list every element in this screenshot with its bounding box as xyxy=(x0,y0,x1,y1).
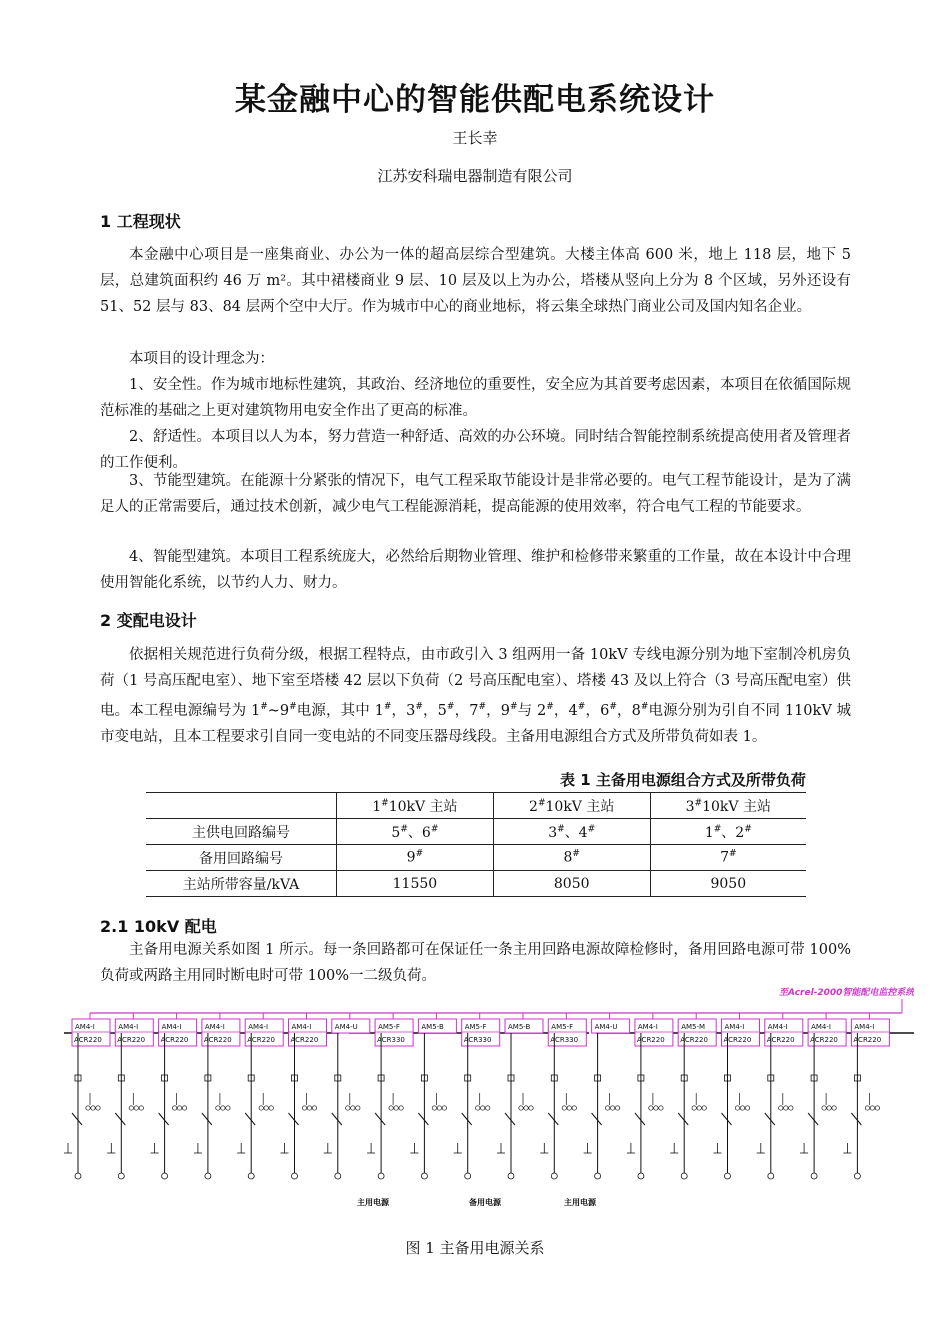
switch-symbol xyxy=(72,1113,82,1125)
ct-symbol xyxy=(351,1106,355,1110)
ct-symbol xyxy=(134,1106,138,1110)
affiliation: 江苏安科瑞电器制造有限公司 xyxy=(377,167,573,185)
ct-symbol xyxy=(226,1106,230,1110)
cable-terminal xyxy=(421,1173,427,1179)
meter-model-label: ACR220 xyxy=(766,1036,795,1044)
cable-terminal xyxy=(465,1173,471,1179)
table-row xyxy=(146,845,806,871)
meter-model-label: AM5-F xyxy=(464,1023,487,1031)
switch-symbol xyxy=(505,1113,515,1125)
cable-terminal xyxy=(248,1173,254,1179)
source-label: 主用电源 xyxy=(564,1198,596,1207)
meter-model-label: AM5-B xyxy=(421,1023,444,1031)
cable-terminal xyxy=(508,1173,514,1179)
ct-symbol xyxy=(865,1106,869,1110)
switch-symbol xyxy=(765,1113,775,1125)
meter-model-label: ACR220 xyxy=(810,1036,838,1044)
ct-symbol xyxy=(264,1106,268,1110)
cable-terminal xyxy=(162,1173,168,1179)
cable-terminal xyxy=(725,1173,731,1179)
switch-symbol xyxy=(418,1113,428,1125)
table-cell: 11550 xyxy=(337,871,494,897)
ct-symbol xyxy=(654,1106,658,1110)
ct-symbol xyxy=(649,1106,653,1110)
table-header-cell: 2#10kV 主站 xyxy=(493,793,650,819)
meter-model-label: AM5-F xyxy=(378,1023,400,1031)
meter-model-label: AM5-F xyxy=(551,1023,574,1031)
switch-symbol xyxy=(722,1113,732,1125)
paragraph: 2、舒适性。本项目以人为本，努力营造一种舒适、高效的办公环境。同时结合智能控制系统提高使用者及管理者的工作便利。 xyxy=(100,429,851,471)
cable-terminal xyxy=(768,1173,774,1179)
switch-symbol xyxy=(462,1113,472,1125)
cable-terminal xyxy=(854,1173,860,1179)
ct-symbol xyxy=(86,1106,90,1110)
switch-symbol xyxy=(115,1113,125,1125)
meter-model-label: AM4-I xyxy=(724,1023,745,1031)
ct-symbol xyxy=(432,1106,436,1110)
table-cell: 主供电回路编号 xyxy=(146,819,337,845)
feeder-units xyxy=(64,1013,889,1179)
switch-symbol xyxy=(592,1113,602,1125)
paper-title: 某金融中心的智能供配电系统设计 xyxy=(235,82,715,118)
table-cell: 5#、6# xyxy=(337,819,494,845)
ct-symbol xyxy=(692,1106,696,1110)
ct-symbol xyxy=(562,1106,566,1110)
switch-symbol xyxy=(548,1113,558,1125)
paragraph: 1、安全性。作为城市地标性建筑，其政治、经济地位的重要性，安全应为其首要考虑因素，本项目在依循国际规范标准的基础之上更对建筑物用电安全作出了更高的标准。 xyxy=(100,377,851,419)
meter-model-label: AM4-I xyxy=(118,1023,139,1031)
switch-symbol xyxy=(635,1113,645,1125)
source-label: 备用电源 xyxy=(469,1198,501,1207)
meter-model-label: ACR220 xyxy=(247,1036,275,1044)
table-cell: 8# xyxy=(493,845,650,871)
table-row xyxy=(146,819,806,845)
ct-symbol xyxy=(96,1106,100,1110)
meter-model-label: AM5-B xyxy=(508,1023,531,1031)
ct-symbol xyxy=(615,1106,619,1110)
meter-model-label: ACR330 xyxy=(550,1036,579,1044)
ct-symbol xyxy=(486,1106,490,1110)
source-label: 主用电源 xyxy=(357,1198,389,1207)
table-cell: 8050 xyxy=(493,871,650,897)
monitor-system-label: 至Acrel-2000智能配电监控系统 xyxy=(779,988,914,998)
meter-model-label: ACR220 xyxy=(160,1036,189,1044)
table-cell: 7# xyxy=(650,845,806,871)
ct-symbol xyxy=(702,1106,706,1110)
paragraph: 本金融中心项目是一座集商业、办公为一体的超高层综合型建筑。大楼主体高 600 米，地上 118 层，地下 5 层，总建筑面积约 46 万 m²。其中裙楼商业 9 层、10 层及以上为办公，塔楼从竖向上分为 8 个区域，另外还设有 51、52 层与 83、84 层两个空中大厅。作为城市中心的商业地标，将云集全球热门商业公司及国内知名企业。 xyxy=(100,247,851,315)
switch-symbol xyxy=(678,1113,688,1125)
cable-terminal xyxy=(75,1173,81,1179)
ct-symbol xyxy=(442,1106,446,1110)
ct-symbol xyxy=(182,1106,186,1110)
ct-symbol xyxy=(481,1106,485,1110)
ct-symbol xyxy=(302,1106,306,1110)
meter-model-label: ACR330 xyxy=(377,1036,405,1044)
meter-model-label: AM4-U xyxy=(334,1023,358,1031)
table-cell: 主站所带容量/kVA xyxy=(146,871,337,897)
meter-model-label: ACR220 xyxy=(680,1036,708,1044)
switch-symbol xyxy=(851,1113,861,1125)
section-heading-2: 2 变配电设计 xyxy=(100,611,197,630)
cable-terminal xyxy=(551,1173,557,1179)
section-heading-2-1: 2.1 10kV 配电 xyxy=(100,917,217,936)
meter-model-label: AM5-M xyxy=(681,1023,706,1031)
ct-symbol xyxy=(875,1106,879,1110)
paragraph: 3、节能型建筑。在能源十分紧张的情况下，电气工程采取节能设计是非常必要的。电气工程节能设计，是为了满足人的正常需要后，通过技术创新，减少电气工程能源消耗，提高能源的使用效率，符合电气工程的节能要求。 xyxy=(100,473,851,515)
paragraph: 本项目的设计理念为： xyxy=(129,351,274,367)
ct-symbol xyxy=(91,1106,95,1110)
switch-symbol xyxy=(332,1113,342,1125)
table-cell: 备用回路编号 xyxy=(146,845,337,871)
table-header-cell: 1#10kV 主站 xyxy=(337,793,494,819)
table-header-cell xyxy=(146,793,337,819)
switch-symbol xyxy=(289,1113,299,1125)
ct-symbol xyxy=(519,1106,523,1110)
table-cell: 1#、2# xyxy=(650,819,806,845)
switch-symbol xyxy=(202,1113,212,1125)
ct-symbol xyxy=(697,1106,701,1110)
meter-model-label: AM4-I xyxy=(75,1023,95,1031)
meter-model-label: ACR220 xyxy=(636,1036,665,1044)
ct-symbol xyxy=(259,1106,263,1110)
meter-model-label: AM4-I xyxy=(248,1023,269,1031)
switch-symbol xyxy=(245,1113,255,1125)
meter-model-label: AM4-I xyxy=(291,1023,312,1031)
cable-terminal xyxy=(378,1173,384,1179)
ct-symbol xyxy=(870,1106,874,1110)
meter-model-label: AM4-I xyxy=(637,1023,658,1031)
cable-terminal xyxy=(118,1173,124,1179)
table-header-row xyxy=(146,793,806,819)
ct-symbol xyxy=(346,1106,350,1110)
ct-symbol xyxy=(177,1106,181,1110)
meter-model-label: AM4-U xyxy=(594,1023,618,1031)
cable-terminal xyxy=(335,1173,341,1179)
ct-symbol xyxy=(172,1106,176,1110)
ct-symbol xyxy=(740,1106,744,1110)
ct-symbol xyxy=(567,1106,571,1110)
cable-terminal xyxy=(595,1173,601,1179)
paragraph: 4、智能型建筑。本项目工程系统庞大，必然给后期物业管理、维护和检修带来繁重的工作量，故在本设计中合理使用智能化系统，以节约人力、财力。 xyxy=(100,549,851,591)
section-heading-1: 1 工程现状 xyxy=(100,212,181,231)
ct-symbol xyxy=(610,1106,614,1110)
ct-symbol xyxy=(399,1106,403,1110)
meter-model-label: AM4-I xyxy=(811,1023,831,1031)
table-cell: 3#、4# xyxy=(493,819,650,845)
meter-model-label: ACR330 xyxy=(463,1036,492,1044)
table-header-cell: 3#10kV 主站 xyxy=(650,793,806,819)
paragraph: 依据相关规范进行负荷分级，根据工程特点，由市政引入 3 组两用一备 10kV 专线电源分别为地下室制冷机房负荷（1 号高压配电室）、地下室至塔楼 42 层以下负荷（2 号高压配电室）、塔楼 43 及以上符合（3 号高压配电室）供电。本工程电源编号为 1#~9#电源，其中 1#，3#，5#，7#，9#与 2#，4#，6#，8#电源分别为引自不同 110kV 城市变电站，且本工程要求引自同一变电站的不同变压器母线段。主备用电源组合方式及所带负荷如表 1。 xyxy=(100,647,852,745)
ct-symbol xyxy=(307,1106,311,1110)
ct-symbol xyxy=(789,1106,793,1110)
ct-symbol xyxy=(437,1106,441,1110)
switch-symbol xyxy=(159,1113,169,1125)
ct-symbol xyxy=(659,1106,663,1110)
ct-symbol xyxy=(605,1106,609,1110)
meter-model-label: ACR220 xyxy=(853,1036,882,1044)
table-row xyxy=(146,871,806,897)
ct-symbol xyxy=(735,1106,739,1110)
ct-symbol xyxy=(779,1106,783,1110)
meter-model-label: AM4-I xyxy=(204,1023,225,1031)
meter-model-label: ACR220 xyxy=(74,1036,102,1044)
cable-terminal xyxy=(681,1173,687,1179)
ct-symbol xyxy=(269,1106,273,1110)
ct-symbol xyxy=(832,1106,836,1110)
ct-symbol xyxy=(221,1106,225,1110)
meter-model-label: AM4-I xyxy=(854,1023,875,1031)
ct-symbol xyxy=(529,1106,533,1110)
switch-symbol xyxy=(808,1113,818,1125)
ct-symbol xyxy=(394,1106,398,1110)
ct-symbol xyxy=(139,1106,143,1110)
cable-terminal xyxy=(811,1173,817,1179)
ct-symbol xyxy=(129,1106,133,1110)
author: 王长幸 xyxy=(452,129,498,147)
meter-model-label: ACR220 xyxy=(203,1036,232,1044)
power-source-table xyxy=(146,792,806,897)
cable-terminal xyxy=(638,1173,644,1179)
ct-symbol xyxy=(356,1106,360,1110)
meter-model-label: ACR220 xyxy=(723,1036,752,1044)
table-cell: 9050 xyxy=(650,871,806,897)
figure-caption: 图 1 主备用电源关系 xyxy=(405,1239,545,1257)
ct-symbol xyxy=(312,1106,316,1110)
meter-model-label: ACR220 xyxy=(117,1036,146,1044)
meter-model-label: ACR220 xyxy=(290,1036,319,1044)
ct-symbol xyxy=(572,1106,576,1110)
ct-symbol xyxy=(389,1106,393,1110)
ct-symbol xyxy=(827,1106,831,1110)
ct-symbol xyxy=(745,1106,749,1110)
ct-symbol xyxy=(822,1106,826,1110)
table-caption: 表 1 主备用电源组合方式及所带负荷 xyxy=(560,771,806,789)
ct-symbol xyxy=(524,1106,528,1110)
cable-terminal xyxy=(292,1173,298,1179)
ct-symbol xyxy=(476,1106,480,1110)
cable-terminal xyxy=(205,1173,211,1179)
ct-symbol xyxy=(784,1106,788,1110)
switch-symbol xyxy=(375,1113,385,1125)
meter-model-label: AM4-I xyxy=(161,1023,182,1031)
single-line-diagram xyxy=(44,983,914,1213)
ct-symbol xyxy=(216,1106,220,1110)
table-cell: 9# xyxy=(337,845,494,871)
paragraph: 主备用电源关系如图 1 所示。每一条回路都可在保证任一条主用回路电源故障检修时，备用回路电源可带 100%负荷或两路主用同时断电时可带 100%一二级负荷。 xyxy=(100,942,851,984)
meter-model-label: AM4-I xyxy=(767,1023,788,1031)
